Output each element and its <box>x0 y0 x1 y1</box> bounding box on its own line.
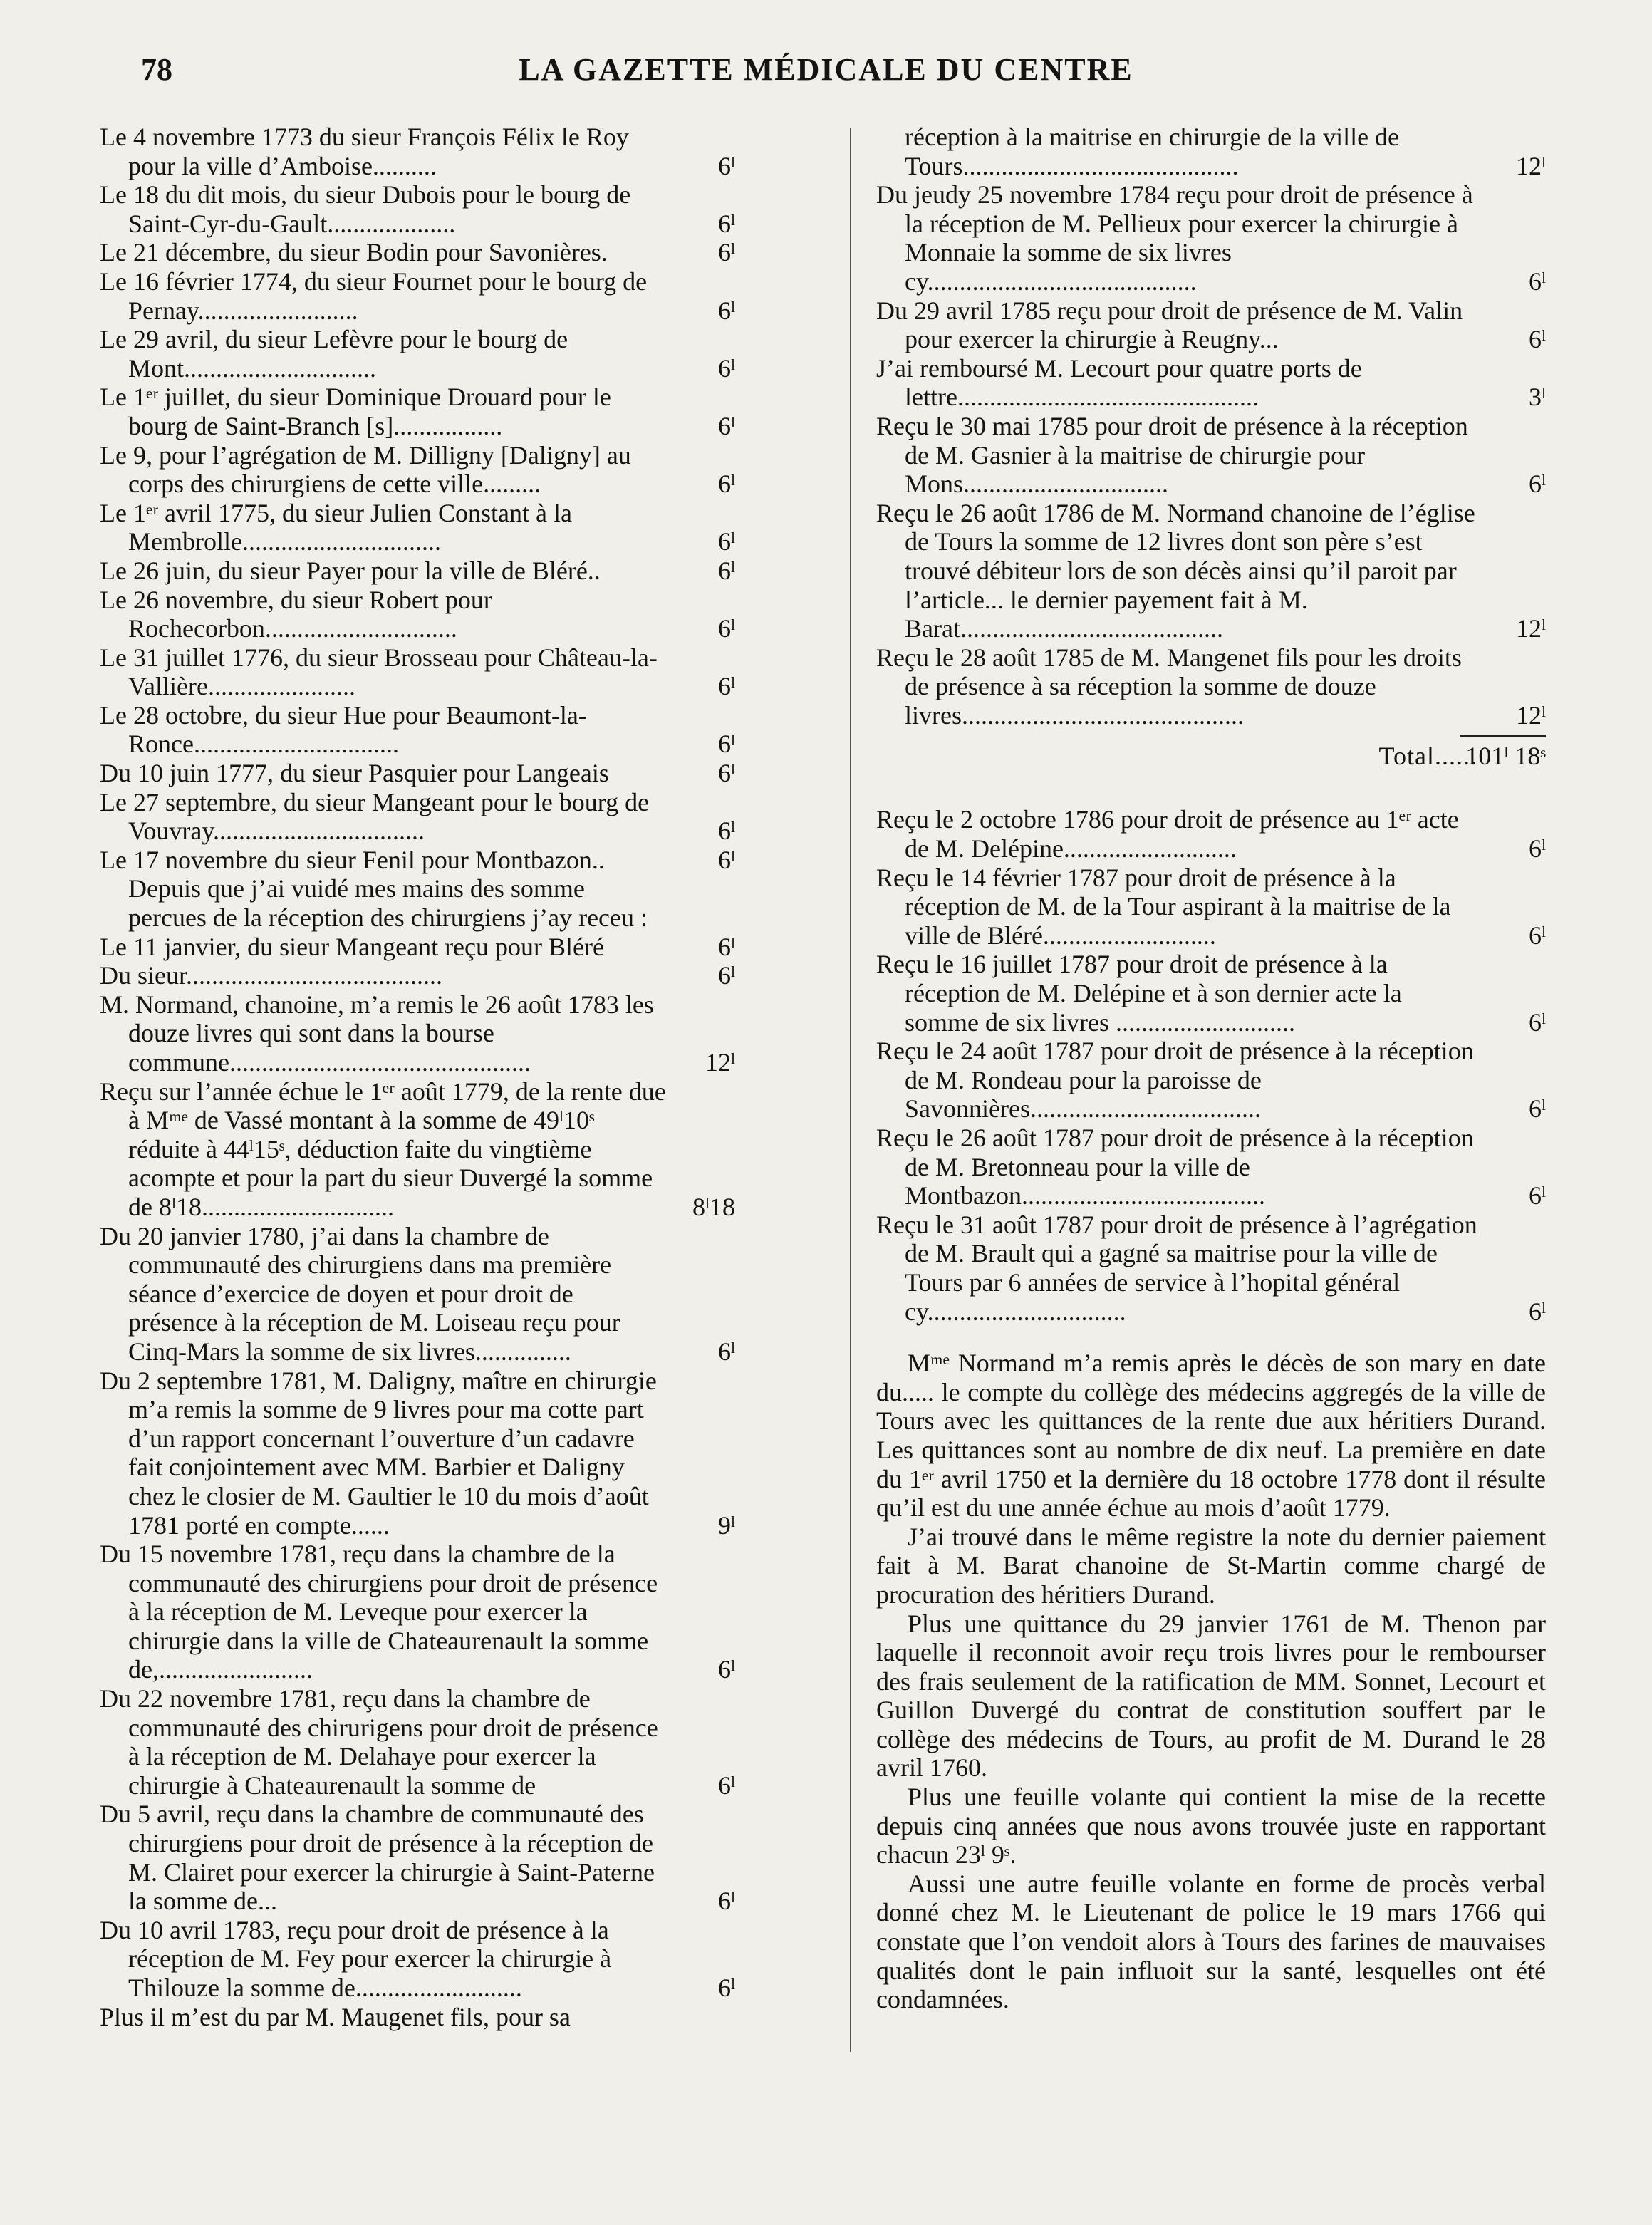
ledger-entry <box>100 1222 735 1366</box>
ledger-entry <box>100 961 735 990</box>
note-paragraph: Mᵐᵉ Normand m’a remis après le décès de son mary en date du..... le compte du collège des médecins aggregés de la ville de Tours avec les quittances de la rente due aux héritiers Durand. Les quittances sont au nombre de dix neuf. La première en date du 1ᵉʳ avril 1750 et la dernière du 18 octobre 1778 dont il résulte qu’il est du une année échue au mois d’août 1779. <box>876 1349 1546 1523</box>
ledger-entry <box>100 759 735 788</box>
entry-amount: 6ˡ <box>718 527 735 556</box>
ledger-entry <box>100 701 735 759</box>
entry-amount: 6ˡ <box>718 411 735 440</box>
ledger-entry <box>100 846 735 875</box>
ledger-entry <box>876 499 1546 643</box>
entry-amount: 6ˡ <box>718 470 735 499</box>
ledger-entries-top <box>876 123 1546 730</box>
ledger-entry <box>100 2003 735 2032</box>
ledger-entry <box>100 643 735 701</box>
entry-text: Le 9, pour l’agrégation de M. Dilligny [Daligny] au corps des chirurgiens de cette ville......... <box>100 440 631 499</box>
entry-text: Le 26 juin, du sieur Payer pour la ville de Bléré.. <box>100 556 601 585</box>
entry-text: Du 10 avril 1783, reçu pour droit de présence à la réception de M. Fey pour exercer la chirurgie à Thilouze la somme de.......................... <box>100 1915 612 2002</box>
entry-text: Le 26 novembre, du sieur Robert pour Rochecorbon.............................. <box>100 585 492 643</box>
entry-text: Reçu sur l’année échue le 1ᵉʳ août 1779, de la rente due à Mᵐᵉ de Vassé montant à la somme de 49ˡ10ˢ réduite à 44ˡ15ˢ, déduction faite du vingtième acompte et pour la part du sieur Duvergé la somme de 8ˡ18.............................. <box>100 1077 666 1221</box>
entry-amount: 6ˡ <box>1529 325 1546 354</box>
right-column <box>876 123 1546 2014</box>
entry-amount: 6ˡ <box>718 1337 735 1366</box>
entry-text: Du 15 novembre 1781, reçu dans la chambre de la communauté des chirurgiens pour droit de présence à la réception de M. Leveque pour exercer la chirurgie dans la ville de Chateaurenault la somme de,........................ <box>100 1540 658 1684</box>
ledger-entry <box>876 354 1546 412</box>
entry-amount: 6ˡ <box>718 151 735 180</box>
entry-amount: 6ˡ <box>1529 1007 1546 1037</box>
running-header <box>0 51 1652 91</box>
note-paragraph: J’ai trouvé dans le même registre la note du dernier paiement fait à M. Barat chanoine de St-Martin comme chargé de procuration des héritiers Durand. <box>876 1522 1546 1609</box>
ledger-entry <box>100 383 735 440</box>
entry-amount: 6ˡ <box>718 759 735 788</box>
entry-text: Du 20 janvier 1780, j’ai dans la chambre de communauté des chirurgiens dans ma première séance d’exercice de doyen et pour droit de présence à la réception de M. Loiseau reçu pour Cinq-Mars la somme de six livres............... <box>100 1221 620 1366</box>
entry-amount: 6ˡ <box>718 296 735 325</box>
journal-title: LA GAZETTE MÉDICALE DU CENTRE <box>519 52 1133 87</box>
entry-text: Le 29 avril, du sieur Lefèvre pour le bourg de Mont.............................. <box>100 325 568 383</box>
entry-amount: 6ˡ <box>718 1974 735 2002</box>
entry-text: Plus il m’est du par M. Maugenet fils, pour sa <box>100 2002 571 2031</box>
entry-amount: 6ˡ <box>718 614 735 643</box>
entry-amount: 6ˡ <box>718 961 735 990</box>
entry-amount: 12ˡ <box>1516 151 1546 180</box>
total-label: Total...... <box>1378 742 1477 771</box>
ledger-entry <box>100 1366 735 1540</box>
entry-text: Du 29 avril 1785 reçu pour droit de présence de M. Valin pour exercer la chirurgie à Reugny... <box>876 296 1463 354</box>
entry-text: Le 31 juillet 1776, du sieur Brosseau pour Château-la-Vallière....................... <box>100 643 658 701</box>
entry-amount: 12ˡ <box>705 1048 735 1077</box>
entry-text: Le 21 décembre, du sieur Bodin pour Savonières. <box>100 238 608 267</box>
ledger-entry <box>100 874 735 932</box>
entry-amount: 6ˡ <box>1529 834 1546 863</box>
entry-amount: 8ˡ18 <box>692 1192 735 1221</box>
entry-text: Du 10 juin 1777, du sieur Pasquier pour Langeais <box>100 759 609 788</box>
ledger-entry <box>876 180 1546 296</box>
entry-amount: 6ˡ <box>718 353 735 383</box>
entry-amount: 6ˡ <box>1529 1094 1546 1124</box>
total-rule <box>876 730 1546 740</box>
entry-amount: 6ˡ <box>718 1770 735 1800</box>
ledger-entries-bottom <box>876 805 1546 1326</box>
note-paragraph: Plus une quittance du 29 janvier 1761 de M. Thenon par laquelle il reconnoit avoir reçu trois livres pour le rembourser des frais seulement de la ratification de MM. Sonnet, Lecourt et Guillon Duvergé du contrat de constitution souffert par le collège des médecins de Tours, au profit de M. Durand le 28 avril 1760. <box>876 1609 1546 1783</box>
ledger-entry <box>876 1210 1546 1326</box>
ledger-entry <box>876 805 1546 863</box>
entry-amount: 3ˡ <box>1529 383 1546 412</box>
entry-amount: 6ˡ <box>718 238 735 267</box>
ledger-entry <box>876 123 1546 180</box>
ledger-entry <box>876 412 1546 499</box>
entry-text: M. Normand, chanoine, m’a remis le 26 août 1783 les douze livres qui sont dans la bourse commune............................................... <box>100 990 654 1077</box>
entry-text: Le 1ᵉʳ juillet, du sieur Dominique Drouard pour le bourg de Saint-Branch [s]................. <box>100 383 611 440</box>
entry-text: Le 18 du dit mois, du sieur Dubois pour le bourg de Saint-Cyr-du-Gault.................... <box>100 180 631 238</box>
entry-text: Le 1ᵉʳ avril 1775, du sieur Julien Constant à la Membrolle............................... <box>100 498 572 556</box>
entry-text: Le 11 janvier, du sieur Mangeant reçu pour Bléré <box>100 932 604 961</box>
entry-amount: 6ˡ <box>718 730 735 759</box>
ledger-entry <box>100 1800 735 1915</box>
ledger-entry <box>100 990 735 1077</box>
ledger-entry <box>876 1037 1546 1124</box>
entry-amount: 6ˡ <box>718 1655 735 1684</box>
entry-amount: 6ˡ <box>718 672 735 701</box>
entry-text: Depuis que j’ai vuidé mes mains des somme percues de la réception des chirurgiens j’ay receu : <box>128 874 648 933</box>
ledger-entry <box>876 296 1546 354</box>
ledger-entry <box>100 788 735 846</box>
total-amount: 101ˡ 18ˢ <box>1465 742 1546 771</box>
entry-amount: 6ˡ <box>718 1887 735 1916</box>
ledger-entry <box>100 325 735 383</box>
entry-text: Le 27 septembre, du sieur Mangeant pour le bourg de Vouvray................................. <box>100 787 650 846</box>
ledger-entry <box>100 180 735 238</box>
entry-text: Reçu le 24 août 1787 pour droit de présence à la réception de M. Rondeau pour la paroisse de Savonnières.................................... <box>876 1037 1474 1124</box>
entry-text: Reçu le 16 juillet 1787 pour droit de présence à la réception de M. Delépine et à son dernier acte la somme de six livres ............................ <box>876 950 1402 1037</box>
entry-text: Le 4 novembre 1773 du sieur François Félix le Roy pour la ville d’Amboise.......... <box>100 123 629 180</box>
ledger-entry <box>876 950 1546 1037</box>
entry-text: Reçu le 2 octobre 1786 pour droit de présence au 1ᵉʳ acte de M. Delépine........................... <box>876 805 1459 863</box>
entry-amount: 6ˡ <box>718 845 735 874</box>
ledger-entry <box>876 863 1546 950</box>
entry-text: Reçu le 26 août 1787 pour droit de présence à la réception de M. Bretonneau pour la ville de Montbazon...................................... <box>876 1124 1474 1210</box>
entry-amount: 6ˡ <box>718 932 735 961</box>
entry-text: Du 2 septembre 1781, M. Daligny, maître en chirurgie m’a remis la somme de 9 livres pour ma cotte part d’un rapport concernant l’ouverture d’un cadavre fait conjointement avec MM. Barbier et Daligny chez le closier de M. Gaultier le 10 du mois d’août 1781 porté en compte...... <box>100 1366 657 1540</box>
entry-text: Le 28 octobre, du sieur Hue pour Beaumont-la-Ronce................................ <box>100 700 587 759</box>
entry-text: Reçu le 26 août 1786 de M. Normand chanoine de l’église de Tours la somme de 12 livres dont son père s’est trouvé débiteur lors de son décès ainsi qu’il paroit par l’article... le dernier payement fait à M. Barat......................................... <box>876 498 1475 643</box>
entry-amount: 6ˡ <box>1529 1181 1546 1210</box>
entry-text: Du 5 avril, reçu dans la chambre de communauté des chirurgiens pour droit de présence à la réception de M. Clairet pour exercer la chirurgie à Saint-Paterne la somme de... <box>100 1800 655 1916</box>
entry-text: Du jeudy 25 novembre 1784 reçu pour droit de présence à la réception de M. Pellieux pour exercer la chirurgie à Monnaie la somme de six livres cy.......................................... <box>876 180 1473 296</box>
ledger-entry <box>876 643 1546 730</box>
entry-amount: 12ˡ <box>1516 614 1546 643</box>
ledger-entry <box>100 1540 735 1684</box>
ledger-entry <box>100 267 735 325</box>
entry-text: Reçu le 28 août 1785 de M. Mangenet fils pour les droits de présence à sa réception la somme de douze livres............................................ <box>876 643 1462 730</box>
entry-amount: 6ˡ <box>1529 1297 1546 1326</box>
notes-paragraphs <box>876 1349 1546 2014</box>
ledger-entry <box>876 1124 1546 1210</box>
column-divider <box>850 128 851 2052</box>
entry-text: Du sieur........................................ <box>100 961 442 990</box>
note-paragraph: Plus une feuille volante qui contient la mise de la recette depuis cinq années que nous avons trouvée juste en rapportant chacun 23ˡ 9ˢ. <box>876 1783 1546 1869</box>
ledger-entry <box>100 441 735 499</box>
entry-amount: 6ˡ <box>1529 470 1546 499</box>
ledger-entry <box>100 499 735 556</box>
ledger-entry <box>100 1684 735 1800</box>
entry-amount: 9ˡ <box>718 1510 735 1540</box>
ledger-entry <box>100 1916 735 2003</box>
entry-text: réception à la maitrise en chirurgie de la ville de Tours........................................... <box>905 123 1400 180</box>
note-paragraph: Aussi une autre feuille volante en forme de procès verbal donné chez M. le Lieutenant de police le 19 mars 1766 qui constate que l’on vendoit alors à Tours des farines de mauvaises qualités dont le pain influoit sur la santé, lesquelles ont été condamnées. <box>876 1869 1546 2014</box>
entry-amount: 6ˡ <box>718 816 735 846</box>
ledger-entry <box>100 556 735 586</box>
entry-amount: 6ˡ <box>1529 266 1546 296</box>
entry-text: Le 17 novembre du sieur Fenil pour Montbazon.. <box>100 845 605 874</box>
entry-amount: 6ˡ <box>1529 920 1546 950</box>
ledger-entry <box>100 586 735 643</box>
entry-text: Reçu le 30 mai 1785 pour droit de présence à la réception de M. Gasnier à la maitrise de chirurgie pour Mons................................ <box>876 411 1468 499</box>
ledger-entry <box>100 1077 735 1222</box>
entry-amount: 6ˡ <box>718 556 735 585</box>
entry-text: Reçu le 14 février 1787 pour droit de présence à la réception de M. de la Tour aspirant à la maitrise de la ville de Bléré........................... <box>876 863 1451 950</box>
left-column <box>100 123 735 2031</box>
ledger-entry <box>100 123 735 180</box>
total-line <box>876 740 1546 772</box>
entry-text: Le 16 février 1774, du sieur Fournet pour le bourg de Pernay......................... <box>100 266 648 325</box>
entry-text: Reçu le 31 août 1787 pour droit de présence à l’agrégation de M. Brault qui a gagné sa maitrise pour la ville de Tours par 6 années de service à l’hopital général cy............................... <box>876 1210 1477 1326</box>
entry-text: J’ai remboursé M. Lecourt pour quatre ports de lettre............................................... <box>876 353 1362 412</box>
entry-text: Du 22 novembre 1781, reçu dans la chambre de communauté des chirurigens pour droit de présence à la réception de M. Delahaye pour exercer la chirurgie à Chateaurenault la somme de <box>100 1684 658 1800</box>
ledger-entry <box>100 933 735 962</box>
ledger-entry <box>100 238 735 267</box>
entry-amount: 12ˡ <box>1516 700 1546 730</box>
entry-amount: 6ˡ <box>718 209 735 238</box>
page-number: 78 <box>141 52 172 87</box>
